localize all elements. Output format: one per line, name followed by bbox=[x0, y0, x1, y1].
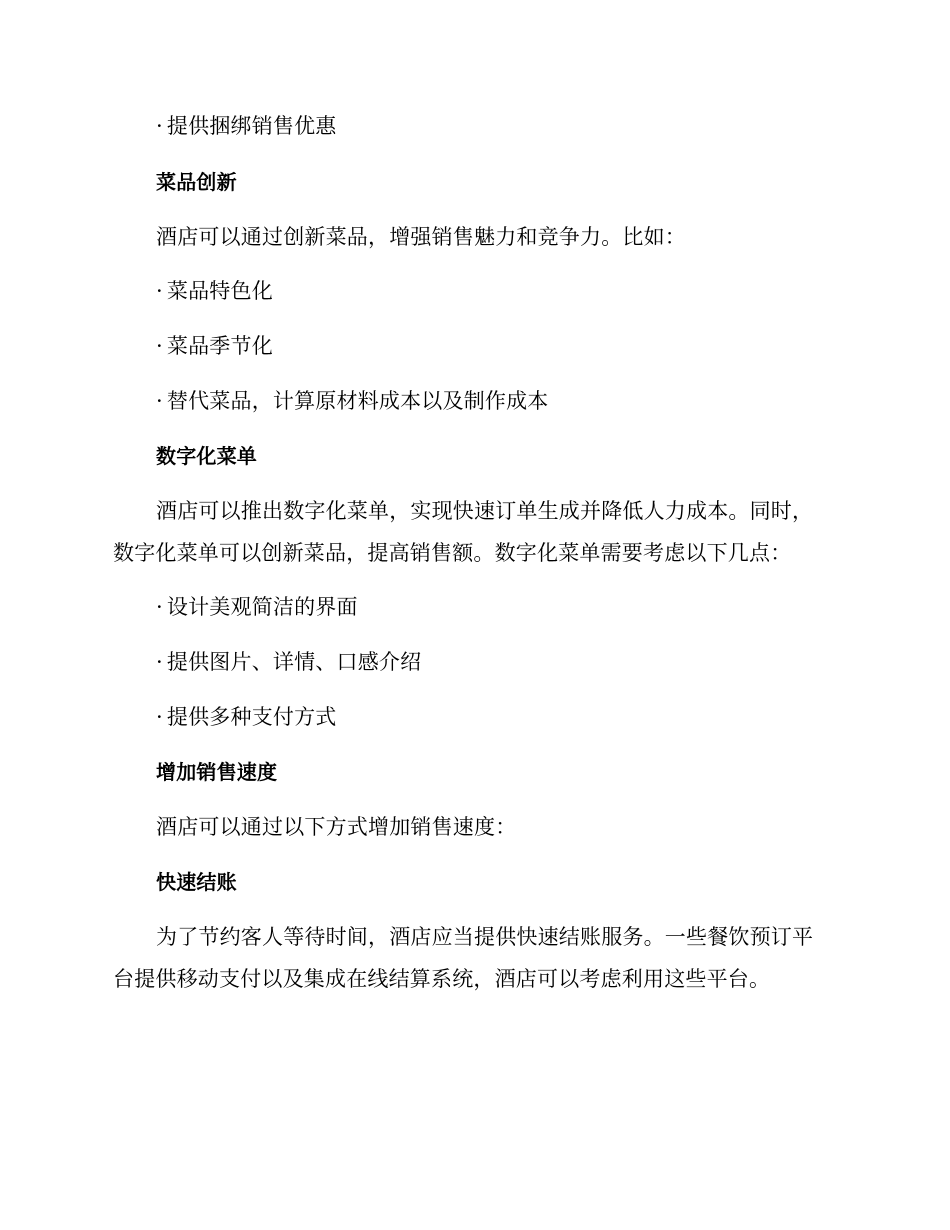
paragraph-line: 为了节约客人等待时间，酒店应当提供快速结账服务。一些餐饮预订平 bbox=[156, 925, 814, 949]
bullet-text: 提供多种支付方式 bbox=[166, 705, 337, 729]
section-heading: 快速结账 bbox=[156, 870, 237, 894]
section-heading: 增加销售速度 bbox=[156, 760, 278, 784]
bullet-text: 菜品特色化 bbox=[166, 279, 273, 303]
bullet-item bbox=[156, 386, 846, 416]
bullet-text: 设计美观简洁的界面 bbox=[166, 595, 358, 619]
bullet-item bbox=[156, 592, 846, 622]
paragraph-line: 台提供移动支付以及集成在线结算系统，酒店可以考虑利用这些平台。 bbox=[113, 967, 771, 991]
bullet-text: 提供图片、详情、口感介绍 bbox=[166, 650, 422, 674]
bullet-dot: · bbox=[156, 334, 163, 358]
paragraph-line: 数字化菜单可以创新菜品，提高销售额。数字化菜单需要考虑以下几点： bbox=[113, 541, 792, 565]
section-heading: 数字化菜单 bbox=[156, 444, 257, 468]
bullet-item bbox=[156, 647, 846, 677]
bullet-dot: · bbox=[156, 279, 163, 303]
bullet-dot: · bbox=[156, 650, 163, 674]
bullet-item bbox=[156, 111, 846, 141]
bullet-item bbox=[156, 702, 846, 732]
section-heading: 菜品创新 bbox=[156, 170, 237, 194]
bullet-text: 菜品季节化 bbox=[166, 334, 273, 358]
bullet-dot: · bbox=[156, 114, 163, 138]
paragraph: 酒店可以通过以下方式增加销售速度： bbox=[156, 815, 517, 839]
bullet-dot: · bbox=[156, 705, 163, 729]
bullet-item bbox=[156, 276, 846, 306]
paragraph: 酒店可以通过创新菜品，增强销售魅力和竞争力。比如： bbox=[156, 225, 686, 249]
paragraph-line: 酒店可以推出数字化菜单，实现快速订单生成并降低人力成本。同时， bbox=[156, 499, 814, 523]
bullet-text: 提供捆绑销售优惠 bbox=[166, 114, 337, 138]
bullet-text: 替代菜品，计算原材料成本以及制作成本 bbox=[166, 389, 549, 413]
bullet-dot: · bbox=[156, 389, 163, 413]
bullet-item bbox=[156, 331, 846, 361]
bullet-dot: · bbox=[156, 595, 163, 619]
